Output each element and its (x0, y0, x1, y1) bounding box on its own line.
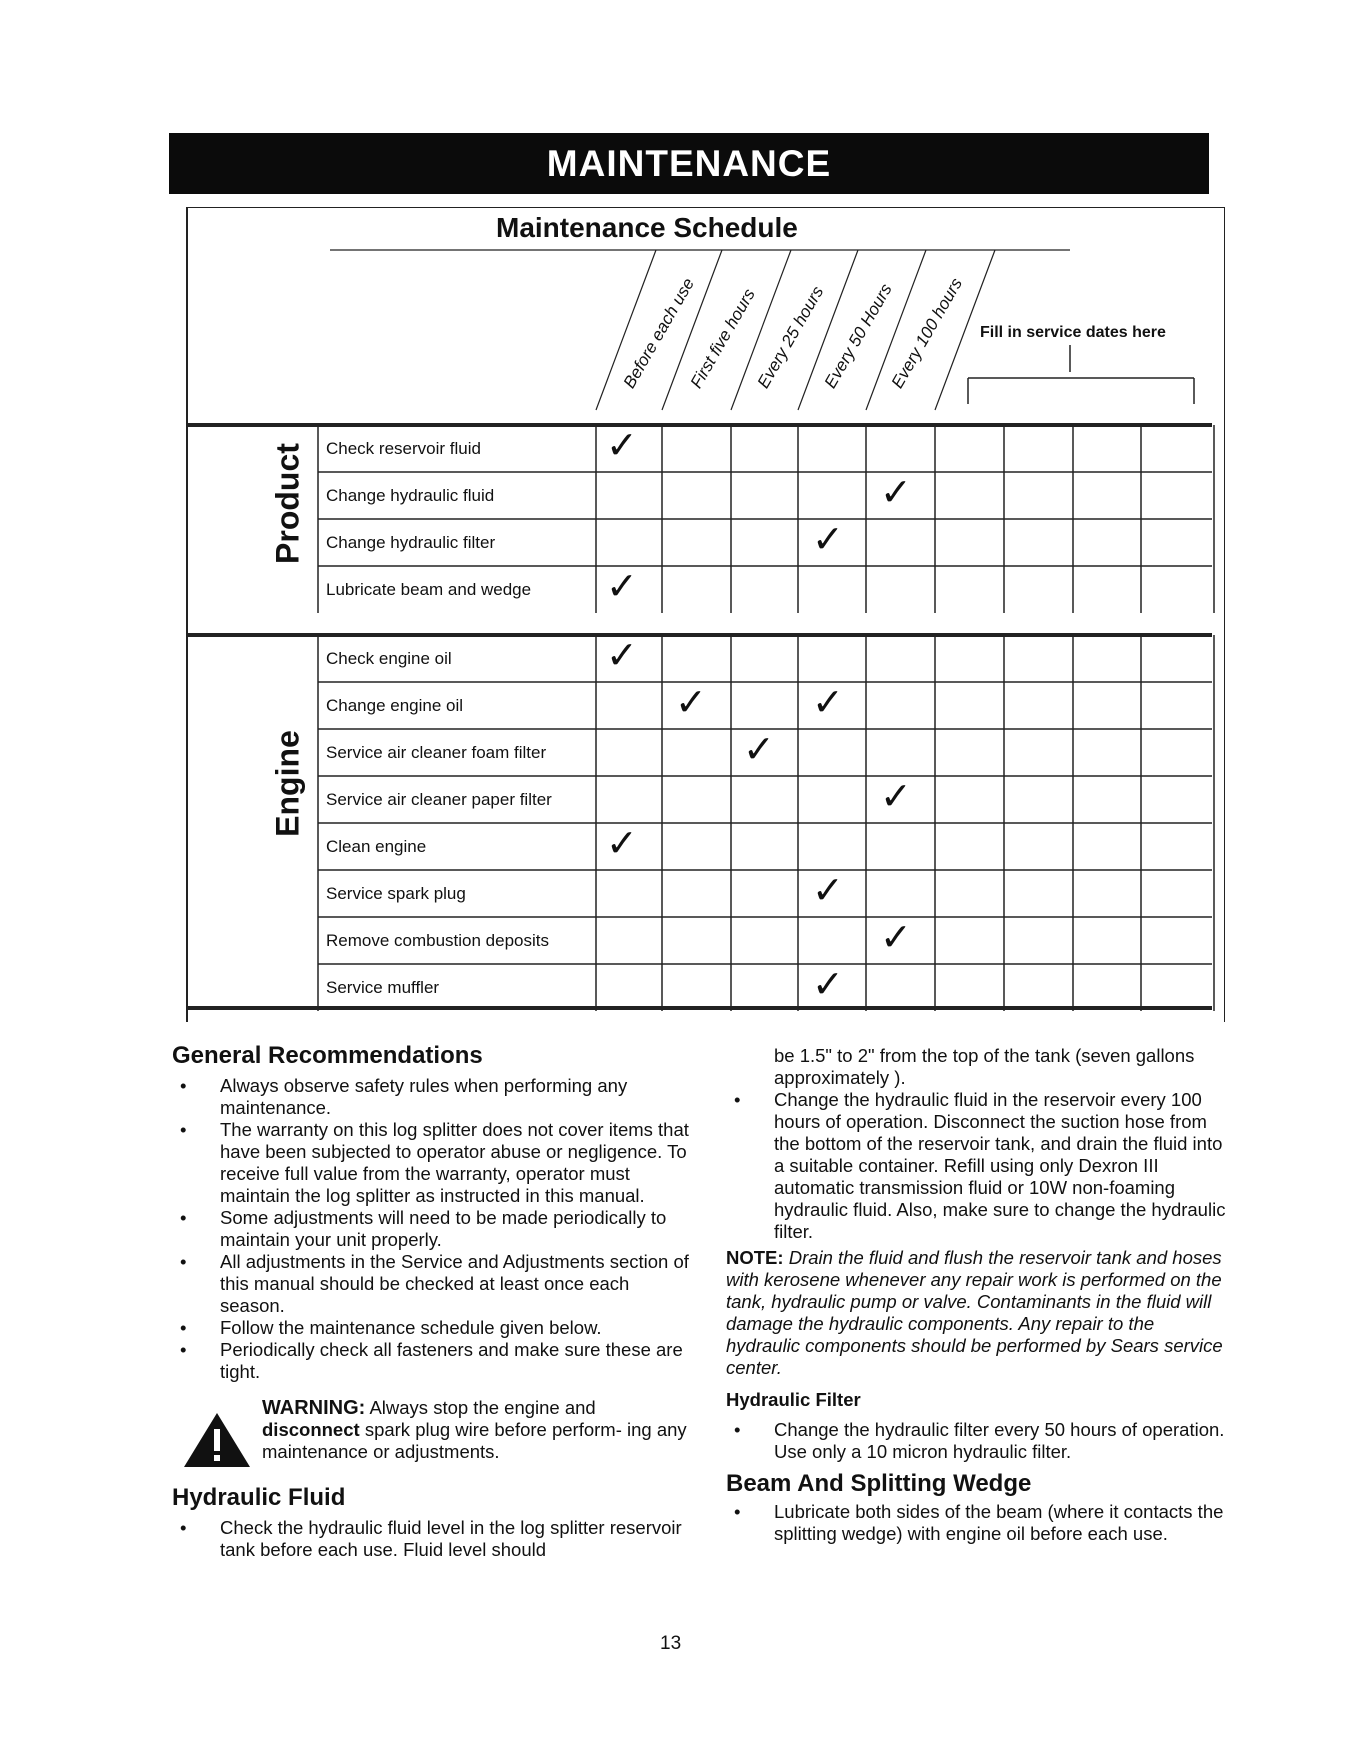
task-label: Check engine oil (326, 649, 452, 668)
general-item: • The warranty on this log splitter does not cover items that have been subjected to operator abuse or negligence. To receive full value from the warranty, operator must maintain the log splitter as instructed in this manual. (172, 1119, 692, 1207)
beam-wedge-heading: Beam And Splitting Wedge (726, 1470, 1032, 1497)
check-mark: ✓ (880, 774, 912, 818)
general-item: • Always observe safety rules when performing any maintenance. (172, 1075, 692, 1119)
maintenance-banner: MAINTENANCE (169, 133, 1209, 194)
task-label: Change engine oil (326, 696, 464, 715)
general-item: • All adjustments in the Service and Adjustments section of this manual should be checked at least once each season. (172, 1251, 692, 1317)
warning-disconnect: disconnect (262, 1419, 360, 1440)
beam-wedge-item: • Lubricate both sides of the beam (where it contacts the splitting wedge) with engine oil before each use. (726, 1501, 1226, 1545)
warning-text: Always stop the engine and (369, 1397, 596, 1418)
hydraulic-fluid-item: • Check the hydraulic fluid level in the log splitter reservoir tank before each use. Fluid level should (172, 1517, 692, 1561)
check-mark: ✓ (880, 470, 912, 514)
task-label: Service muffler (326, 978, 440, 997)
column-header: Every 100 hours (887, 274, 967, 392)
check-mark: ✓ (606, 821, 638, 865)
hydraulic-fluid-continued: be 1.5" to 2" from the top of the tank (seven gallons approximately ). (774, 1045, 1195, 1088)
task-label: Service spark plug (326, 884, 466, 903)
warning-title: WARNING: (262, 1397, 366, 1419)
warning-triangle-icon (182, 1411, 252, 1469)
change-fluid-item: • Change the hydraulic fluid in the reservoir every 100 hours of operation. Disconnect the suction hose from the bottom of the reservoir tank, and drain the fluid into a suitable container. Refill using only Dexron III automatic transmission fluid or 10W non-foaming hydraulic fluid. Also, make sure to change the hydraulic filter. (726, 1089, 1226, 1243)
general-item: • Follow the maintenance schedule given below. (172, 1317, 692, 1339)
check-mark: ✓ (812, 962, 844, 1006)
warning-text: spark plug wire before perform- ing any maintenance or adjustments. (262, 1419, 687, 1462)
check-mark: ✓ (743, 727, 775, 771)
section-label-engine: Engine (269, 730, 306, 837)
column-header: First five hours (686, 285, 759, 392)
check-mark: ✓ (606, 633, 638, 677)
column-header: Every 50 Hours (820, 280, 896, 392)
check-mark: ✓ (812, 680, 844, 724)
task-label: Remove combustion deposits (326, 931, 550, 950)
task-label: Lubricate beam and wedge (326, 580, 532, 599)
note-block (726, 1247, 1226, 1379)
warning-block (172, 1397, 692, 1477)
task-label: Service air cleaner paper filter (326, 790, 552, 809)
note-text: Drain the fluid and flush the reservoir tank and hoses with kerosene whenever any repair work is performed on the tank, hydraulic pump or valve. Contaminants in the fluid will damage the hydraulic components. Any repair to the hydraulic components should be performed by Sears service center. (726, 1247, 1223, 1378)
check-mark: ✓ (880, 915, 912, 959)
left-column (172, 1042, 692, 1561)
check-mark: ✓ (675, 680, 707, 724)
task-label: Check reservoir fluid (326, 439, 481, 458)
task-label: Change hydraulic fluid (326, 486, 495, 505)
general-item: • Some adjustments will need to be made periodically to maintain your unit properly. (172, 1207, 692, 1251)
hydraulic-filter-heading: Hydraulic Filter (726, 1389, 861, 1410)
column-header: Every 25 hours (753, 282, 828, 392)
page-number: 13 (660, 1633, 682, 1654)
hydraulic-fluid-heading: Hydraulic Fluid (172, 1484, 346, 1511)
check-mark: ✓ (812, 517, 844, 561)
check-mark: ✓ (606, 564, 638, 608)
general-item: • Periodically check all fasteners and make sure these are tight. (172, 1339, 692, 1383)
fill-in-dates-label: Fill in service dates here (980, 324, 1166, 341)
task-label: Service air cleaner foam filter (326, 743, 547, 762)
right-column (726, 1045, 1226, 1545)
column-header: Before each use (619, 274, 699, 392)
note-label: NOTE: (726, 1247, 784, 1268)
section-label-product: Product (269, 443, 306, 564)
general-recommendations-heading: General Recommendations (172, 1042, 483, 1069)
check-mark: ✓ (812, 868, 844, 912)
hydraulic-filter-item: • Change the hydraulic filter every 50 hours of operation. Use only a 10 micron hydraulic filter. (726, 1419, 1226, 1463)
schedule-title: Maintenance Schedule (496, 212, 798, 243)
task-label: Clean engine (326, 837, 427, 856)
check-mark: ✓ (606, 423, 638, 467)
task-label: Change hydraulic filter (326, 533, 496, 552)
